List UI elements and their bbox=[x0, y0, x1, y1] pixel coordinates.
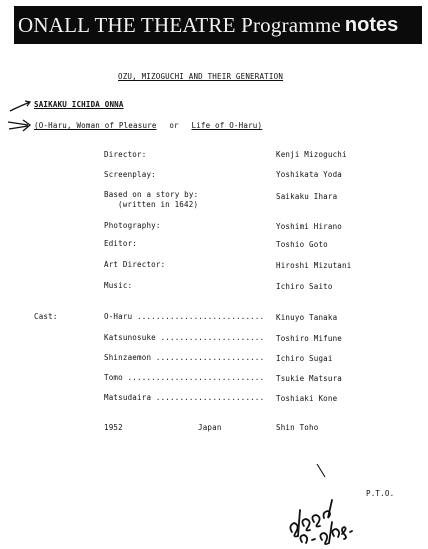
subtitle-or: or bbox=[169, 121, 179, 130]
pencil-arrow-mark-1 bbox=[8, 98, 34, 114]
pencil-arrow-mark-2 bbox=[6, 116, 34, 134]
handwritten-note-signature bbox=[282, 492, 378, 546]
credit-role-editor: Editor: bbox=[104, 239, 138, 248]
credit-name-photography: Yoshimi Hirano bbox=[276, 222, 343, 231]
credit-name-screenplay: Yoshikata Yoda bbox=[276, 170, 343, 179]
please-turn-over: P.T.O. bbox=[366, 489, 395, 498]
credit-role-photography: Photography: bbox=[104, 221, 161, 230]
cast-role: Katsunosuke ...................... bbox=[104, 333, 265, 342]
release-year: 1952 bbox=[104, 423, 123, 432]
credit-name-director: Kenji Mizoguchi bbox=[276, 150, 347, 159]
credit-role-story-note: (written in 1642) bbox=[118, 200, 199, 209]
credit-name-music: Ichiro Saito bbox=[276, 282, 333, 291]
cast-actor: Toshiaki Kone bbox=[276, 394, 338, 403]
series-title: OZU, MIZOGUCHI AND THEIR GENERATION bbox=[118, 72, 284, 81]
pencil-tick-mark bbox=[314, 462, 328, 480]
release-country: Japan bbox=[198, 423, 222, 432]
credit-role-story: Based on a story by: bbox=[104, 190, 199, 199]
cast-actor: Toshiro Mifune bbox=[276, 334, 343, 343]
cast-role: Shinzaemon ....................... bbox=[104, 353, 265, 362]
film-title: SAIKAKU ICHIDA ONNA bbox=[34, 100, 124, 109]
credit-role-director: Director: bbox=[104, 150, 147, 159]
credit-role-music: Music: bbox=[104, 281, 133, 290]
film-subtitle bbox=[34, 121, 262, 130]
credit-role-screenplay: Screenplay: bbox=[104, 170, 156, 179]
header-title: ONALL THE THEATRE Programme bbox=[18, 12, 341, 37]
subtitle-part-2: Life of O-Haru) bbox=[191, 121, 263, 130]
cast-label: Cast: bbox=[34, 312, 58, 321]
cast-role: Matsudaira ....................... bbox=[104, 393, 265, 402]
credit-name-art-director: Hiroshi Mizutani bbox=[276, 261, 352, 270]
cast-actor: Tsukie Matsura bbox=[276, 374, 343, 383]
studio: Shin Toho bbox=[276, 423, 319, 432]
programme-header bbox=[14, 6, 422, 44]
credit-name-story: Saikaku Ihara bbox=[276, 192, 338, 201]
credit-name-editor: Toshio Goto bbox=[276, 240, 328, 249]
cast-actor: Ichiro Sugai bbox=[276, 354, 333, 363]
subtitle-part-1: (O-Haru, Woman of Pleasure bbox=[34, 121, 157, 130]
header-notes: notes bbox=[344, 13, 399, 36]
credit-role-art-director: Art Director: bbox=[104, 260, 166, 269]
cast-role: O-Haru ........................... bbox=[104, 312, 265, 321]
cast-role: Tomo ............................. bbox=[104, 373, 265, 382]
cast-actor: Kinuyo Tanaka bbox=[276, 313, 338, 322]
